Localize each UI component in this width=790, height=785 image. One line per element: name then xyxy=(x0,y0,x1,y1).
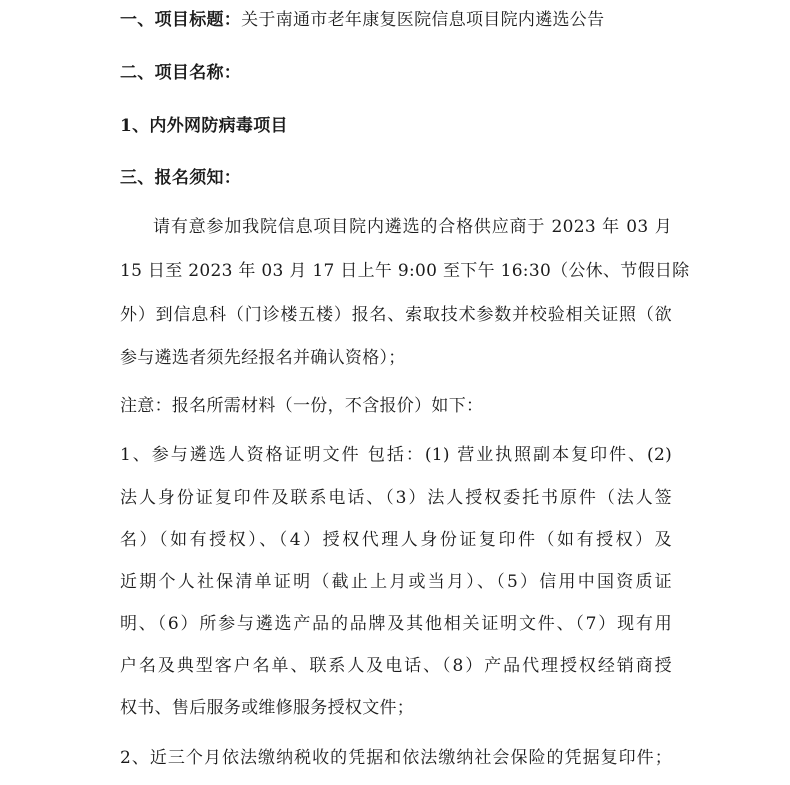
material1-line-5: 明、（6）所参与遴选产品的品牌及其他相关证明文件、（7）现有用 xyxy=(120,614,672,634)
section1-line xyxy=(120,10,604,30)
project-item: 1、内外网防病毒项目 xyxy=(120,116,288,136)
registration-line-3: 外）到信息科（门诊楼五楼）报名、索取技术参数并校验相关证照（欲 xyxy=(120,305,672,325)
section1-value: 关于南通市老年康复医院信息项目院内遴选公告 xyxy=(241,10,605,30)
material1-line-2: 法人身份证复印件及联系电话、（3）法人授权委托书原件（法人签 xyxy=(120,488,672,508)
material1-line-3: 名）（如有授权）、（4）授权代理人身份证复印件（如有授权）及 xyxy=(120,530,672,550)
material1-line-1: 1、参与遴选人资格证明文件 包括：(1) 营业执照副本复印件、(2) xyxy=(120,445,672,465)
material1-line-7: 权书、售后服务或维修服务授权文件； xyxy=(120,698,415,718)
section2-heading: 二、项目名称： xyxy=(120,63,242,83)
section3-heading: 三、报名须知： xyxy=(120,168,242,188)
material1-line-6: 户名及典型客户名单、联系人及电话、（8）产品代理授权经销商授 xyxy=(120,656,672,676)
material1-line-4: 近期个人社保清单证明（截止上月或当月）、（5）信用中国资质证 xyxy=(120,572,672,592)
note-line: 注意：报名所需材料（一份，不含报价）如下： xyxy=(120,396,484,416)
registration-line-1: 请有意参加我院信息项目院内遴选的合格供应商于 2023 年 03 月 xyxy=(153,217,672,237)
section1-heading: 一、项目标题： xyxy=(120,10,242,30)
registration-line-2: 15 日至 2023 年 03 月 17 日上午 9:00 至下午 16:30（公休、节假日除 xyxy=(120,261,690,281)
registration-line-4: 参与遴选者须先经报名并确认资格）； xyxy=(120,348,406,368)
material2-line: 2、近三个月依法缴纳税收的凭据和依法缴纳社会保险的凭据复印件； xyxy=(120,748,672,768)
